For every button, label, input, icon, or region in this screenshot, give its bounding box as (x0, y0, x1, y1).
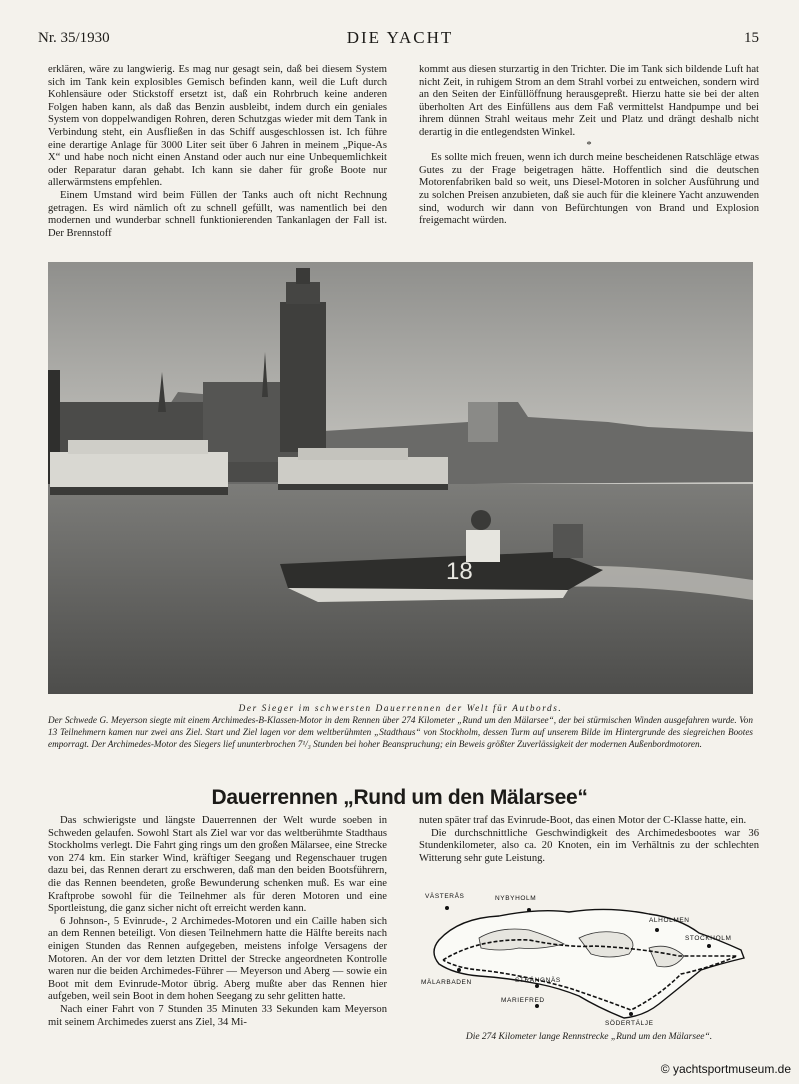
map-label-strangnas: STRÄNGNÄS (515, 977, 561, 984)
map-label-sodertalje: SÖDERTÄLJE (605, 1020, 654, 1027)
map-caption: Die 274 Kilometer lange Rennstrecke „Rund um den Mälarsee“. (465, 1032, 713, 1042)
paragraph: Das schwierigste und längste Dauerrennen der Welt wurde soeben in Schweden gelaufen. Sowohl Start als Ziel war vor das weltberühmte Stadthaus Stockholms verlegt. Die Fahrt ging rings um den großen Mälarsee, eine Strecke von 274 km. Ein starker Wind, kräftiger Seegang und Regenschauer trugen dazu bei, das Rennen derart zu erschweren, daß man den beiden Bootsführern, die das Rennen beendeten, große Bewunderung schenken muß. Es war eine Kraftprobe sowohl für die Teilnehmer als für deren Motoren und eine Sportleistung, die ganz sicher nicht oft erreicht werden kann. (48, 815, 387, 915)
map-label-stockholm: STOCKHOLM (685, 935, 732, 942)
lake-shoreline (434, 909, 744, 1018)
paragraph: Einem Umstand wird beim Füllen der Tanks auch oft nicht Rechnung getragen. Es wird nämlich oft zu schnell gefüllt, was namentlich bei den modernen und wunderbar schnell funktionierenden Tankanlagen der Fall ist. Der Brennstoff (48, 189, 387, 239)
photo-caption-text: Der Schwede G. Meyerson siegte mit einem Archimedes-B-Klassen-Motor in dem Rennen über 274 Kilometer „Rund um den Mälarsee“, der bei stürmischen Winden ausgefahren wurde. Von 13 Teilnehmern kamen nur zwei ans Ziel. Start und Ziel lagen vor dem weltberühmten „Stadthaus“ von Stockholm, dessen Turm auf unserem Bilde im Hintergrunde des siegreichen Bootes emporragt. Der Archimedes-Motor des Siegers lief ununterbrochen 7¹/₃ Stunden bei hoher Beanspruchung; ein Beweis größter Zuverlässigkeit der modernen Außenbordmotoren. (48, 715, 753, 749)
paragraph: Nach einer Fahrt von 7 Stunden 35 Minuten 33 Sekunden kam Meyerson mit seinem Archimedes zuerst ans Ziel, 34 Mi- (48, 1003, 387, 1028)
section-divider: * (586, 139, 592, 151)
town-dot (629, 1012, 633, 1016)
watermark: © yachtsportmuseum.de (660, 1062, 791, 1076)
paragraph: erklären, wäre zu langwierig. Es mag nur gesagt sein, daß bei diesem System sich im Tank kein explosibles Gemisch befinden kann, weil die Luft durch Kohlensäure oder Stickstoff ersetzt ist, daß ein Rohrbruch keine anderen Folgen haben kann, als daß das Benzin ausbleibt, indem durch ein geniales System von doppelwandigen Rohren, deren Schutzgas wieder mit dem Tank in Verbindung steht, ein Ausfließen in das Schiff ausgeschlossen ist. Ich führe eine derartige Anlage für 3000 Liter seit über 6 Jahren in meinem „Pique-As X“ und habe noch nicht einen Anstand oder auch nur eine Unbequemlichkeit oder Reparatur daran gehabt. Ich kann sie daher für große Boote nur allerwärmstens empfehlen. (48, 64, 387, 189)
town-dot (527, 908, 531, 912)
boat-number: 18 (446, 558, 473, 585)
paragraph: kommt aus diesen sturzartig in den Trichter. Die im Tank sich bildende Luft hat nicht Zeit, in ruhigem Strom an dem Strahl vorbei zu entweichen, sondern wird an den Seiten der Einfüllöffnung herausgepreßt. Hierzu hatte sie bei der alten überholten Art des Einfüllens aus dem Faß vermittelst Handpumpe und bei ihrem dünnen Strahl weitaus mehr Zeit und Platz und drängt deshalb nicht derartig in die entlegendsten Winkel. (419, 64, 759, 138)
paragraph: 6 Johnson-, 5 Evinrude-, 2 Archimedes-Motoren und ein Caille haben sich an dem Rennen beteiligt. Von diesen Teilnehmern hatte die Hälfte bereits nach einigen Stunden das Rennen aufgegeben, meistens infolge Versagens der Motoren. An der vor dem letzten Drittel der Strecke angeordneten Kontrolle waren nur die beiden Archimedes-Führer — Meyerson und Aberg — sowie ein Boot mit dem Evinrude-Motor übrig. Aberg mußte aber das Rennen hier aufgeben, weil sein Boot in dem hohen Seegang zu sehr gelitten hatte. (48, 915, 387, 1003)
map-label-alholmen: ALHOLMEN (649, 917, 690, 924)
paragraph: nuten später traf das Evinrude-Boot, das einen Motor der C-Klasse hatte, ein. (419, 815, 747, 826)
photo-caption-title: Der Sieger im schwersten Dauerrennen der Welt für Autbords. (238, 703, 563, 713)
page-number: 15 (744, 30, 759, 46)
issue-number: Nr. 35/1930 (38, 30, 110, 46)
town-dot (457, 968, 461, 972)
top-right-column (419, 64, 759, 228)
article-headline: Dauerrennen „Rund um den Mälarsee“ (211, 786, 588, 809)
map-label-nybyholm: NYBYHOLM (495, 895, 537, 902)
paragraph: Die durchschnittliche Geschwindigkeit des Archimedesbootes war 36 Stundenkilometer, also ca. 20 Knoten, ein im Verhältnis zu der schlechten Witterung sehr gute Leistung. (419, 827, 759, 864)
magazine-title: DIE YACHT (346, 28, 454, 47)
article-right-column (419, 815, 759, 865)
town-dot (655, 928, 659, 932)
race-photo-illustration (48, 262, 753, 694)
paragraph: Es sollte mich freuen, wenn ich durch meine bescheidenen Ratschläge etwas Gutes zu der Frage beigetragen hätte. Hoffentlich sind die deutschen Motorenfabriken bald so weit, uns Diesel-Motoren in solcher Ausführung und zu solchen Preisen anzubieten, daß sie auch für die kleinere Yacht anzuwenden sind, wodurch wir dann von Befürchtungen von Brand und Explosion freigemacht würden. (419, 152, 759, 227)
article-left-column (48, 815, 387, 1029)
town-dot (535, 1004, 539, 1008)
race-route-map (419, 878, 759, 1028)
map-label-mariefred: MARIEFRED (501, 997, 545, 1004)
race-photo (48, 262, 753, 694)
map-label-vasteras: VÄSTERÅS (425, 893, 465, 900)
map-label-malarbaden: MÄLARBADEN (421, 979, 472, 986)
top-left-column (48, 64, 387, 240)
photo-caption (48, 702, 753, 750)
town-dot (445, 906, 449, 910)
town-dot (707, 944, 711, 948)
town-dot (535, 984, 539, 988)
